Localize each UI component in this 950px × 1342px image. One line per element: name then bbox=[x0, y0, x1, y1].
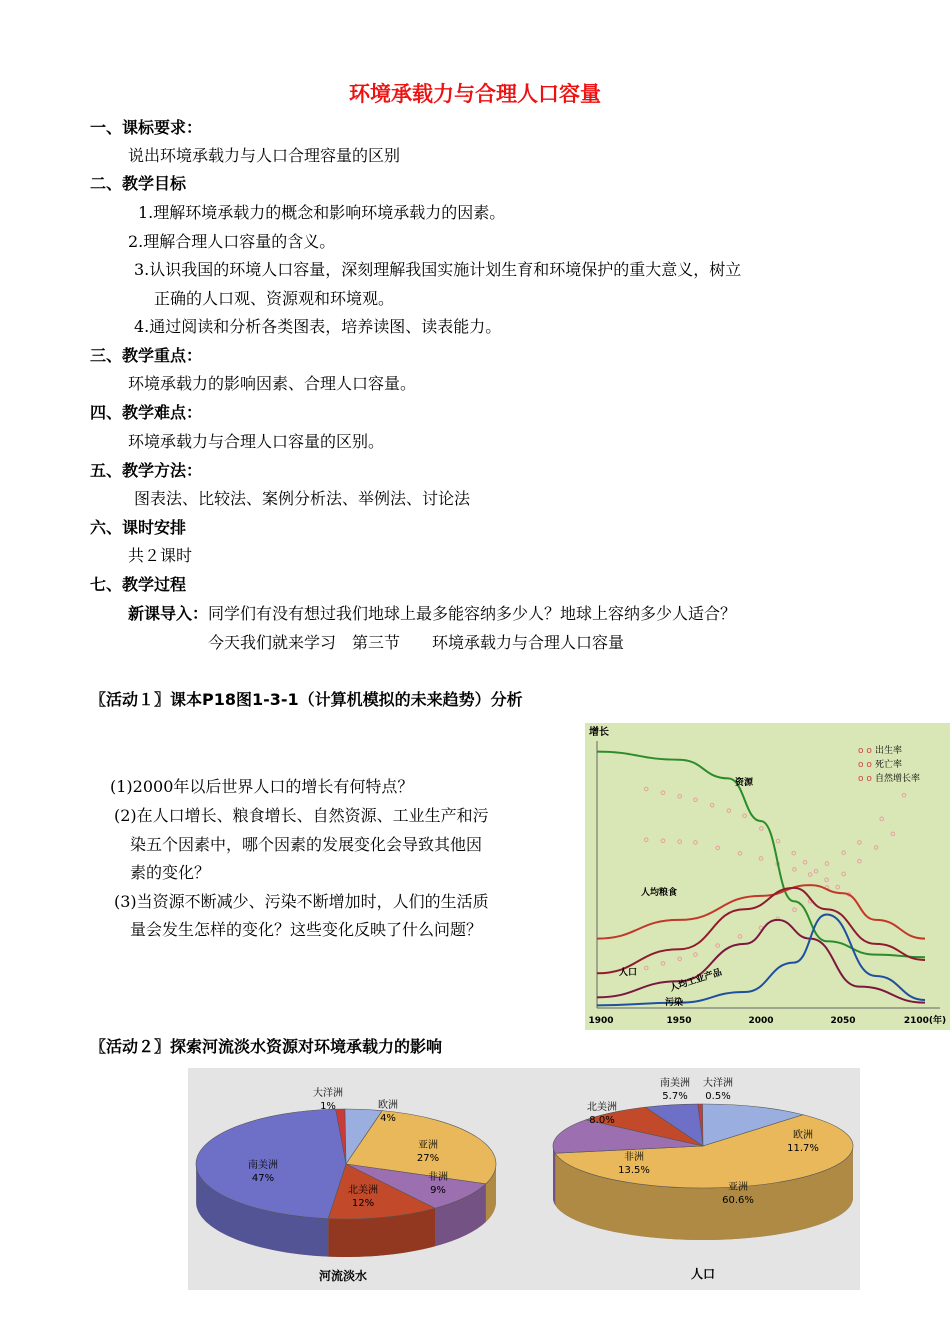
activity1-title: 〖活动１〗课本P18图1-3-1（计算机模拟的未来趋势）分析 bbox=[90, 690, 523, 709]
pie-value-asia: 60.6% bbox=[722, 1195, 754, 1206]
section-1-text: 说出环境承载力与人口合理容量的区别 bbox=[128, 146, 401, 165]
legend-death: 死亡率 bbox=[875, 760, 903, 770]
section-5-text: 图表法、比较法、案例分析法、举例法、讨论法 bbox=[134, 489, 471, 508]
label-population: 人口 bbox=[619, 968, 638, 978]
section-heading-2: 二、教学目标 bbox=[90, 174, 187, 193]
section-3-text: 环境承载力的影响因素、合理人口容量。 bbox=[128, 374, 417, 393]
pie-value-asia: 27% bbox=[416, 1153, 440, 1164]
question-2-cont2: 素的变化？ bbox=[130, 863, 211, 882]
goal-2: 2.理解合理人口容量的含义。 bbox=[128, 232, 336, 251]
pie-value-north-america: 12% bbox=[351, 1198, 375, 1209]
question-2: (2)在人口增长、粮食增长、自然资源、工业生产和污 bbox=[114, 806, 489, 825]
x-tick-label: 2050 bbox=[830, 1016, 856, 1026]
section-heading-1: 一、课标要求： bbox=[90, 118, 203, 137]
label-pollution: 污染 bbox=[665, 998, 684, 1008]
goal-4: 4.通过阅读和分析各类图表，培养读图、读表能力。 bbox=[134, 317, 502, 336]
pie-value-africa: 13.5% bbox=[618, 1165, 650, 1176]
x-tick-label: 1950 bbox=[666, 1016, 692, 1026]
pie-value-africa: 9% bbox=[430, 1185, 446, 1196]
section-heading-7: 七、教学过程 bbox=[90, 575, 187, 594]
pie2-title: 人口 bbox=[690, 1267, 716, 1281]
question-3-cont: 量会发生怎样的变化？这些变化反映了什么问题？ bbox=[130, 920, 483, 939]
pie-label-south-america: 南美洲 bbox=[248, 1160, 278, 1171]
legend-growth: 自然增长率 bbox=[875, 774, 921, 784]
pie-label-europe: 欧洲 bbox=[378, 1100, 398, 1111]
section-heading-6: 六、课时安排 bbox=[90, 518, 187, 537]
section-4-text: 环境承载力与合理人口容量的区别。 bbox=[128, 432, 385, 451]
label-resource: 资源 bbox=[735, 778, 754, 788]
pie-label-europe: 欧洲 bbox=[793, 1130, 813, 1141]
pie-charts-svg bbox=[188, 1068, 860, 1290]
svg-text:o o: o o bbox=[858, 774, 872, 784]
section-heading-5: 五、教学方法： bbox=[90, 461, 203, 480]
question-1: (1)2000年以后世界人口的增长有何特点？ bbox=[110, 777, 414, 796]
pie-value-europe: 11.7% bbox=[787, 1143, 819, 1154]
question-3: (3)当资源不断减少、污染不断增加时，人们的生活质 bbox=[114, 892, 489, 911]
trend-chart bbox=[585, 723, 950, 1030]
pie-label-oceania: 大洋洲 bbox=[703, 1078, 733, 1089]
pie-label-asia: 亚洲 bbox=[418, 1140, 438, 1151]
label-food: 人均粮食 bbox=[641, 888, 678, 898]
svg-text:o o: o o bbox=[858, 746, 872, 756]
pie-label-north-america: 北美洲 bbox=[587, 1102, 617, 1113]
x-tick-label: 2100(年) bbox=[903, 1016, 947, 1026]
goal-3: 3.认识我国的环境人口容量，深刻理解我国实施计划生育和环境保护的重大意义，树立 bbox=[134, 260, 742, 279]
svg-text:o o: o o bbox=[858, 760, 872, 770]
intro-text: 同学们有没有想过我们地球上最多能容纳多少人？地球上容纳多少人适合？ bbox=[208, 604, 737, 623]
goal-3-cont: 正确的人口观、资源观和环境观。 bbox=[154, 289, 395, 308]
pie-value-south-america: 47% bbox=[251, 1173, 275, 1184]
pie-value-europe: 4% bbox=[380, 1113, 396, 1124]
activity2-title: 〖活动２〗探索河流淡水资源对环境承载力的影响 bbox=[90, 1037, 443, 1056]
pie-value-oceania: 0.5% bbox=[705, 1091, 731, 1102]
y-axis-label: 增长 bbox=[589, 727, 609, 738]
page-title: 环境承载力与合理人口容量 bbox=[349, 82, 601, 106]
legend-birth: 出生率 bbox=[875, 746, 903, 756]
trend-chart-svg bbox=[585, 723, 950, 1030]
pie-slice-side-africa bbox=[553, 1146, 555, 1205]
pie-value-north-america: 8.0% bbox=[589, 1115, 615, 1126]
pie-label-asia: 亚洲 bbox=[728, 1182, 748, 1193]
pie1-title: 河流淡水 bbox=[318, 1269, 368, 1283]
section-heading-4: 四、教学难点： bbox=[90, 403, 203, 422]
question-2-cont: 染五个因素中，哪个因素的发展变化会导致其他因 bbox=[130, 835, 483, 854]
pie-label-africa: 非洲 bbox=[624, 1152, 644, 1163]
x-tick-label: 1900 bbox=[588, 1016, 614, 1026]
pie-label-africa: 非洲 bbox=[428, 1172, 448, 1183]
pie-value-south-america: 5.7% bbox=[662, 1091, 688, 1102]
intro-label: 新课导入： bbox=[128, 604, 209, 623]
intro-text-2: 今天我们就来学习 第三节 环境承载力与合理人口容量 bbox=[208, 633, 625, 652]
section-heading-3: 三、教学重点： bbox=[90, 346, 203, 365]
x-tick-label: 2000 bbox=[748, 1016, 774, 1026]
pie-value-oceania: 1% bbox=[320, 1101, 336, 1112]
intro-line bbox=[128, 603, 736, 625]
pie-charts bbox=[188, 1068, 860, 1290]
goal-1: 1.理解环境承载力的概念和影响环境承载力的因素。 bbox=[138, 203, 506, 222]
pie-label-south-america: 南美洲 bbox=[660, 1078, 690, 1089]
label-industry: 人均工业产品 bbox=[668, 967, 724, 994]
section-6-text: 共２课时 bbox=[128, 546, 193, 565]
pie-label-north-america: 北美洲 bbox=[348, 1185, 378, 1196]
pie-label-oceania: 大洋洲 bbox=[313, 1088, 343, 1099]
